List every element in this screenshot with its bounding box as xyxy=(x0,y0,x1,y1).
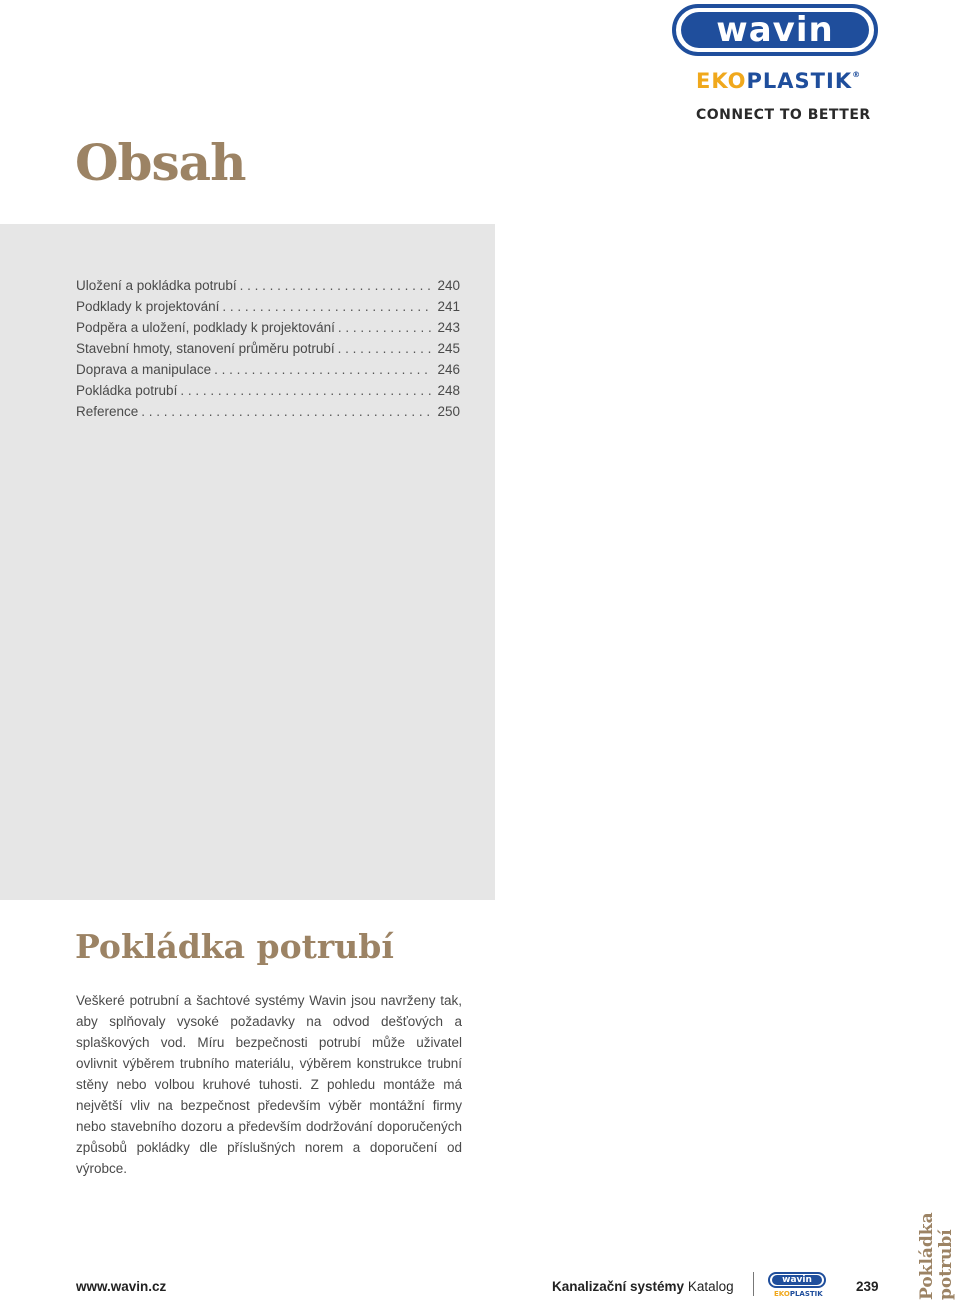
section-body: Veškeré potrubní a šachtové systémy Wavin jsou navrženy tak, aby splňovaly vysoké požadavky na odvod dešťových a splaškových vod. Míru bezpečnosti potrubí může uživatel ovlivnit výběrem trubního materiálu, výběrem konstrukce trubní stěny nebo volbou kruhové tuhosti. Z pohledu montáže má největší vliv na bezpečnost především výběr montážní firmy nebo stavebního dozoru a především dodržování doporučených způsobů pokládky dle příslušných norem a doporučení od výrobce. xyxy=(76,993,462,1176)
page-title: Obsah xyxy=(75,133,246,192)
toc-item[interactable]: Doprava a manipulace . . . 246 xyxy=(76,359,460,380)
toc-item[interactable]: Podpěra a uložení, podklady k projektování . . . 243 xyxy=(76,317,460,338)
table-of-contents xyxy=(76,275,460,422)
footer-logo: wavin EKOPLASTIK xyxy=(768,1272,828,1300)
toc-item[interactable]: Stavební hmoty, stanovení průměru potrubí . . . 245 xyxy=(76,338,460,359)
wavin-wordmark: wavin xyxy=(716,10,834,50)
toc-item[interactable]: Pokládka potrubí . . . 248 xyxy=(76,380,460,401)
footer-url[interactable]: www.wavin.cz xyxy=(76,1279,167,1294)
toc-item[interactable]: Reference . . . 250 xyxy=(76,401,460,422)
footer-divider xyxy=(753,1272,754,1296)
section-title: Pokládka potrubí xyxy=(75,927,394,966)
tagline: CONNECT TO BETTER xyxy=(696,107,871,123)
page-number: 239 xyxy=(856,1279,879,1294)
toc-item[interactable]: Podklady k projektování . . . 241 xyxy=(76,296,460,317)
ekoplastik-wordmark: EKOPLASTIK® xyxy=(696,69,862,93)
footer-catalog-name: Kanalizační systémy Katalog xyxy=(552,1279,734,1294)
toc-item[interactable]: Uložení a pokládka potrubí . . . 240 xyxy=(76,275,460,296)
side-chapter-label: Pokládka potrubí xyxy=(917,1212,956,1300)
wavin-badge xyxy=(672,4,878,56)
wavin-ekoplastik-logo xyxy=(672,4,884,122)
